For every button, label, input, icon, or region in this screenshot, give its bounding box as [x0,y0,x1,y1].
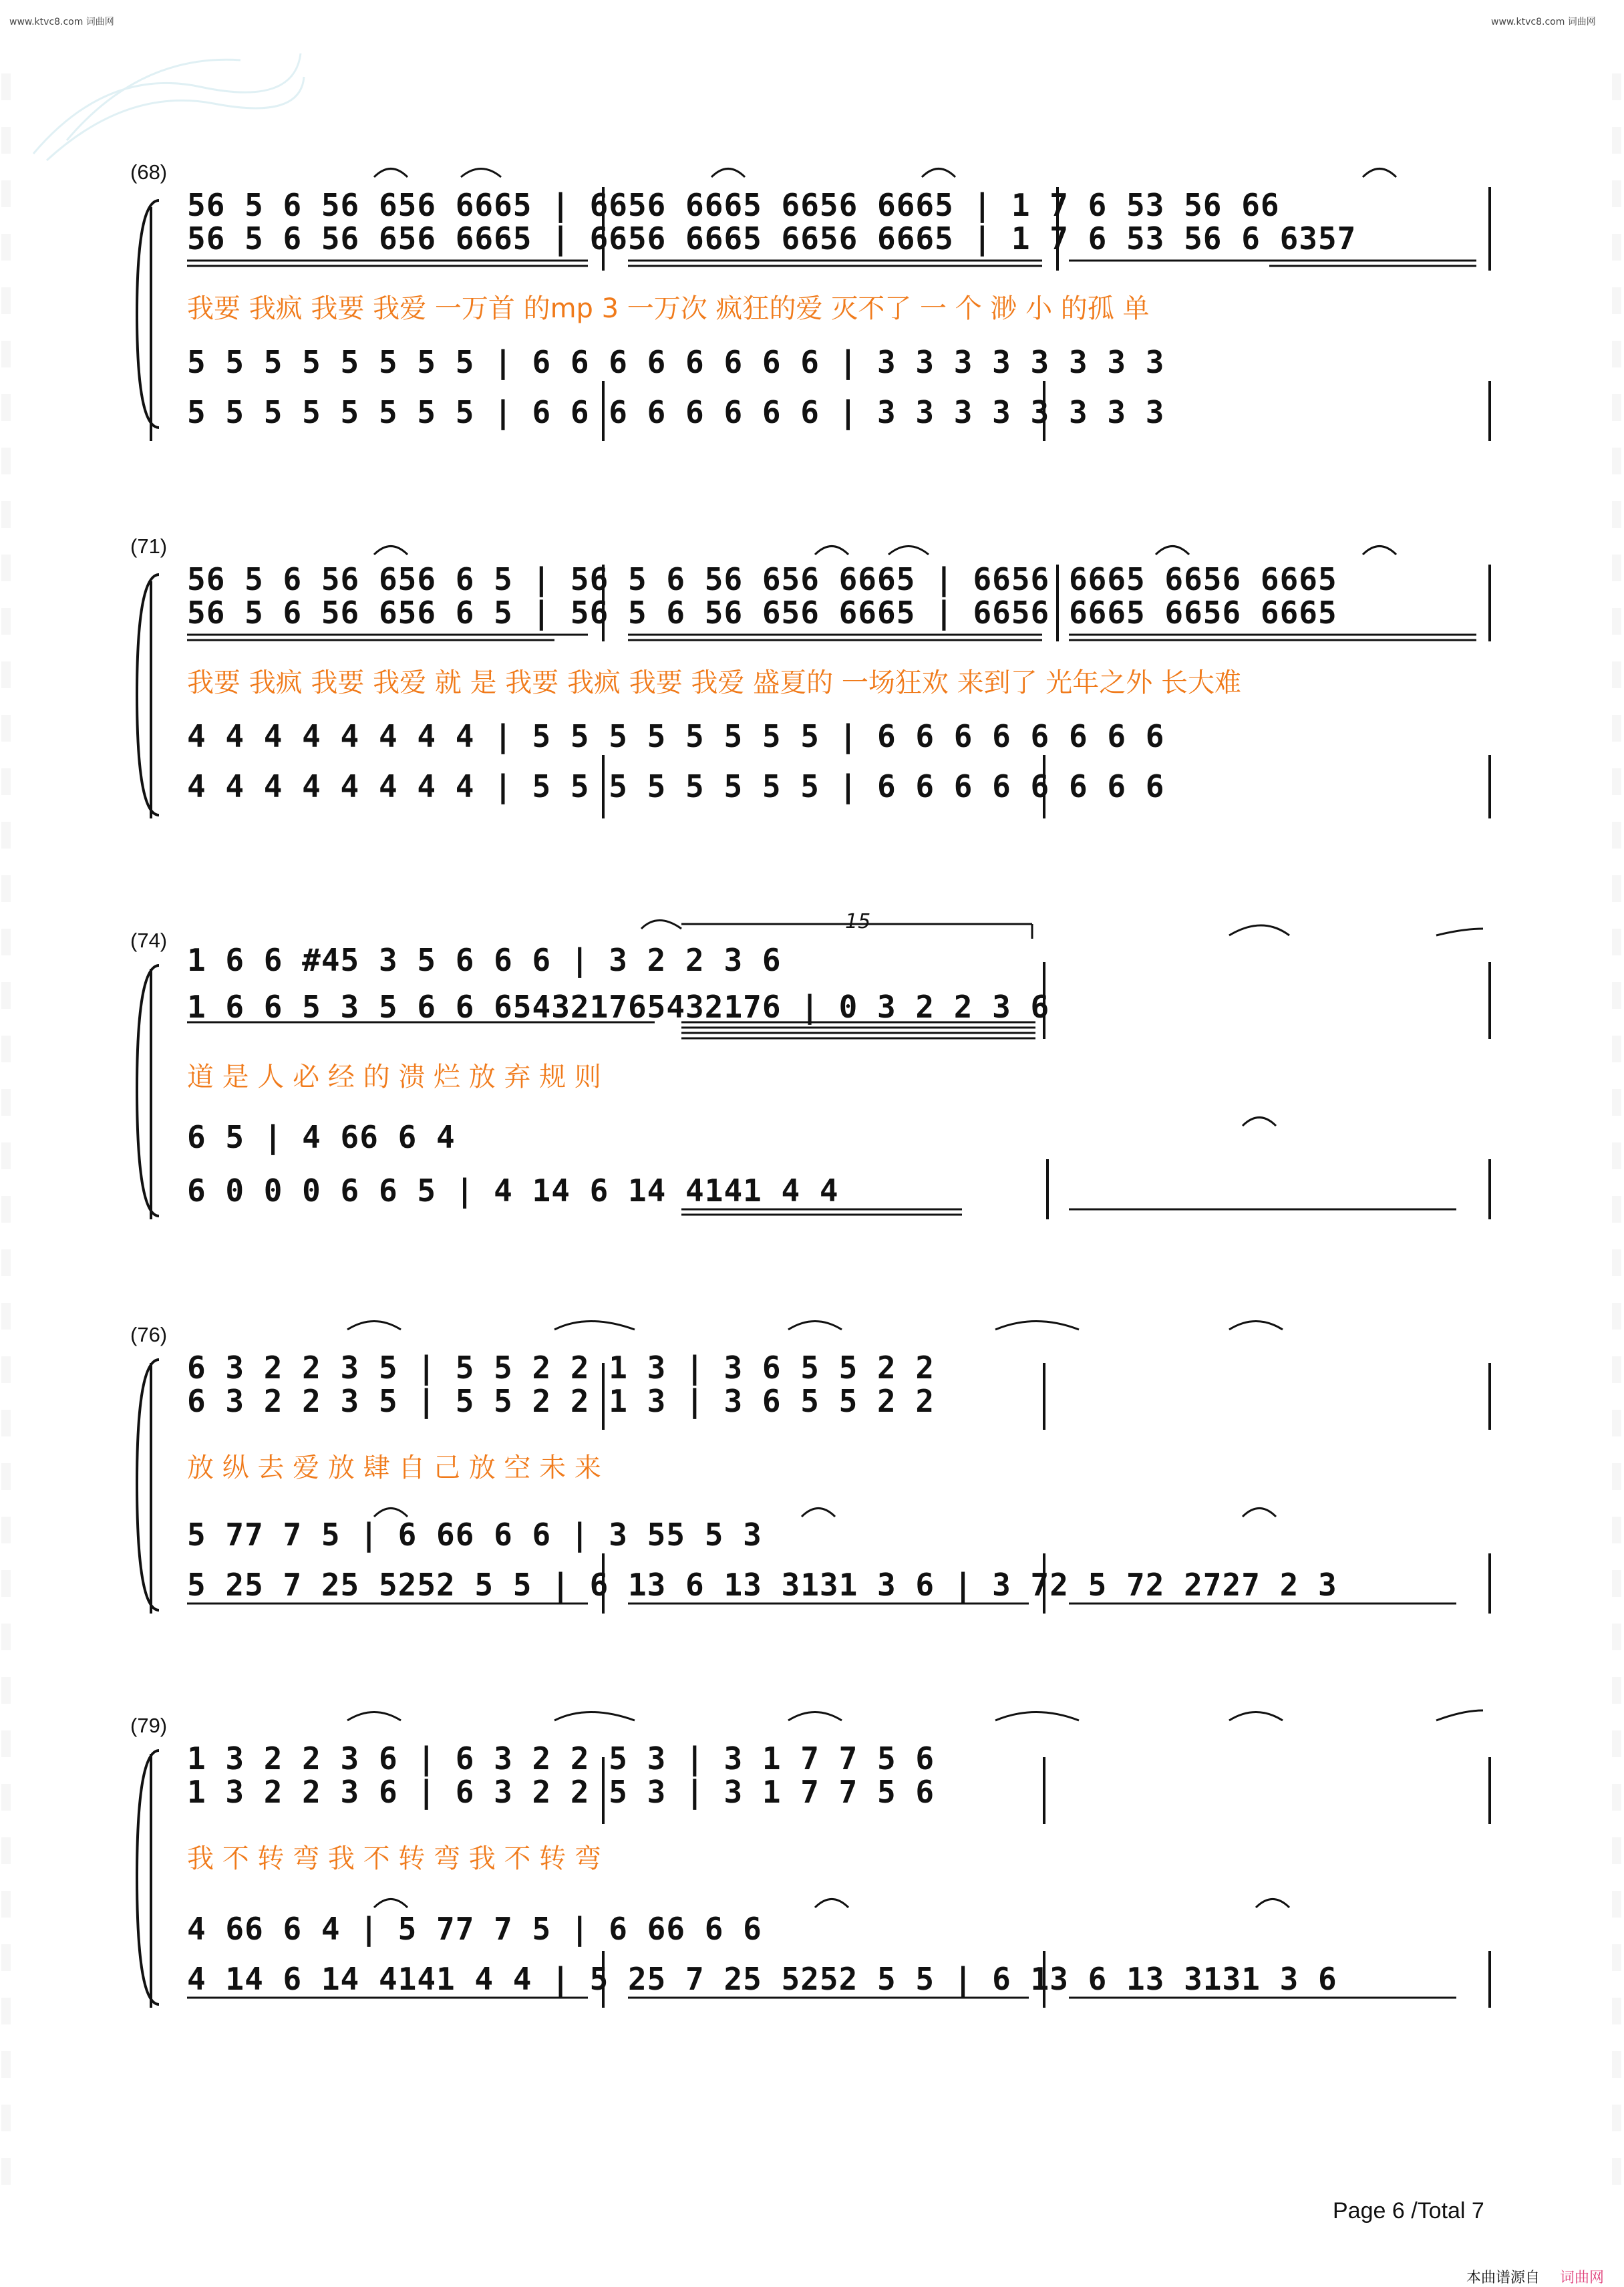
bass-bottom-row: 4 14 6 14 4141 4 4 | 5 25 7 25 5252 5 5 | 6 13 6 13 3131 3 6 [187,1961,1337,1997]
treble-top-row: 6 3 2 2 3 5 | 5 5 2 2 1 3 | 3 6 5 5 2 2 [187,1350,935,1386]
system-number-68: (68) [130,160,168,184]
lyrics-row: 道 是 人 必 经 的 溃 烂 放 弃 规 则 [187,1062,601,1092]
treble-bottom-row: 56 5 6 56 656 6 5 | 56 5 6 56 656 6665 | 6656 6665 6656 6665 [187,595,1337,631]
bass-top-row: 4 66 6 4 | 5 77 7 5 | 6 66 6 6 [187,1911,762,1947]
tuplet-label: 15 [845,910,871,933]
bass-bottom-row: 5 5 5 5 5 5 5 5 | 6 6 6 6 6 6 6 6 | 3 3 3 3 3 3 3 3 [187,394,1165,430]
system-number-71: (71) [130,535,168,558]
bass-bottom-row: 6 0 0 0 6 6 5 | 4 14 6 14 4141 4 4 [187,1173,839,1209]
treble-top-row: 1 3 2 2 3 6 | 6 3 2 2 5 3 | 3 1 7 7 5 6 [187,1740,935,1777]
treble-bottom-row: 1 6 6 5 3 5 6 6 654321765432176 | 0 3 2 2 3 6 [187,989,1050,1025]
page-number: Page 6 /Total 7 [1333,2198,1484,2224]
lyrics-row: 放 纵 去 爱 放 肆 自 己 放 空 未 来 [187,1453,601,1483]
header-left: www.ktvc8.com 词曲网 [9,17,114,27]
treble-top-row: 56 5 6 56 656 6665 | 6656 6665 6656 6665 | 1 7 6 53 56 66 [187,187,1280,223]
system-number-79: (79) [130,1714,168,1737]
bass-bottom-row: 4 4 4 4 4 4 4 4 | 5 5 5 5 5 5 5 5 | 6 6 6 6 6 6 6 6 [187,768,1165,804]
bass-top-row: 5 77 7 5 | 6 66 6 6 | 3 55 5 3 [187,1517,762,1553]
treble-bottom-row: 1 3 2 2 3 6 | 6 3 2 2 5 3 | 3 1 7 7 5 6 [187,1774,935,1810]
header-right: www.ktvc8.com 词曲网 [1491,17,1596,27]
treble-top-row: 1 6 6 #45 3 5 6 6 6 | 3 2 2 3 6 [187,942,782,978]
footer-brand-right: 词曲网 [1560,2270,1605,2286]
bass-top-row: 4 4 4 4 4 4 4 4 | 5 5 5 5 5 5 5 5 | 6 6 6 6 6 6 6 6 [187,718,1165,754]
system-number-76: (76) [130,1323,168,1346]
treble-bottom-row: 6 3 2 2 3 5 | 5 5 2 2 1 3 | 3 6 5 5 2 2 [187,1383,935,1419]
lyrics-row: 我 不 转 弯 我 不 转 弯 我 不 转 弯 [187,1843,601,1874]
treble-bottom-row: 56 5 6 56 656 6665 | 6656 6665 6656 6665 | 1 7 6 53 56 6 6357 [187,220,1357,257]
system-number-74: (74) [130,929,168,952]
treble-top-row: 56 5 6 56 656 6 5 | 56 5 6 56 656 6665 | 6656 6665 6656 6665 [187,561,1337,597]
lyrics-row: 我要 我疯 我要 我爱 就 是 我要 我疯 我要 我爱 盛夏的 一场狂欢 来到了 光年之外 长大难 [187,667,1242,698]
bass-bottom-row: 5 25 7 25 5252 5 5 | 6 13 6 13 3131 3 6 | 3 72 5 72 2727 2 3 [187,1567,1337,1603]
bass-top-row: 6 5 | 4 66 6 4 [187,1119,456,1155]
footer-brand-left: 本曲谱源自 [1466,2270,1540,2286]
bass-top-row: 5 5 5 5 5 5 5 5 | 6 6 6 6 6 6 6 6 | 3 3 3 3 3 3 3 3 [187,344,1165,380]
lyrics-row: 我要 我疯 我要 我爱 一万首 的mp 3 一万次 疯狂的爱 灭不了 一 个 渺 小 的孤 单 [187,293,1150,324]
